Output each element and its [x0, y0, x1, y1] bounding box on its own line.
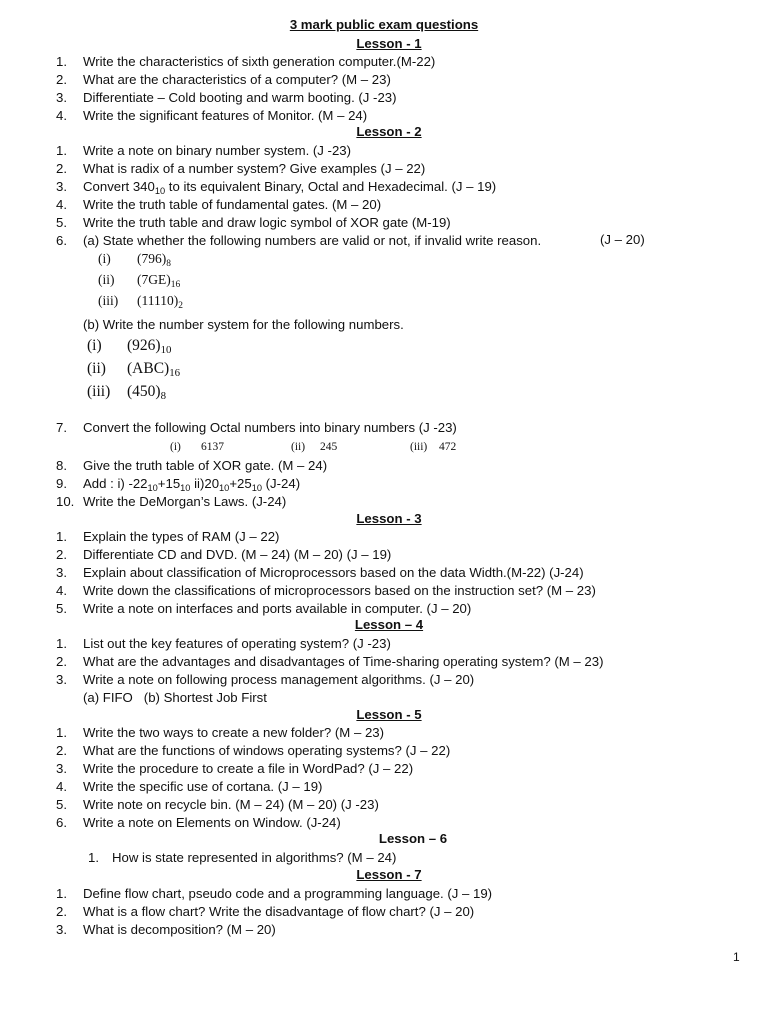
- exam-tag: (J – 20): [600, 232, 645, 247]
- lesson-7-question: 2. What is a flow chart? Write the disadvantage of flow chart? (J – 20): [56, 904, 475, 919]
- octal-value: 472: [439, 441, 457, 453]
- lesson-7-heading: Lesson - 7: [356, 867, 422, 882]
- lesson-7-question: 3. What is decomposition? (M – 20): [56, 922, 276, 937]
- sub-options: (a) FIFO (b) Shortest Job First: [83, 690, 267, 705]
- lesson-4-question: 2. What are the advantages and disadvantages of Time-sharing operating system? (M – 23): [56, 654, 604, 669]
- lesson-7-question: 1. Define flow chart, pseudo code and a programming language. (J – 19): [56, 886, 493, 901]
- number-value: $(11110)_2$: [137, 293, 183, 311]
- lesson-2-question: 3. Convert $340_{10}$ to its equivalent Binary, Octal and Hexadecimal. (J – 19): [56, 179, 497, 196]
- lesson-1-question: 3. Differentiate – Cold booting and warm booting. (J -23): [56, 90, 397, 105]
- lesson-1-heading: Lesson - 1: [356, 36, 422, 51]
- lesson-5-question: 6. Write a note on Elements on Window. (J-24): [56, 815, 341, 830]
- number-item: (ii): [87, 360, 106, 377]
- lesson-4-heading: Lesson – 4: [354, 617, 424, 632]
- number-item: (ii): [98, 272, 115, 287]
- lesson-2-heading: Lesson - 2: [356, 124, 422, 139]
- lesson-6-question: 1. How is state represented in algorithms? (M – 24): [88, 850, 397, 865]
- lesson-4-question: 3. Write a note on following process management algorithms. (J – 20): [56, 672, 475, 687]
- page-title: 3 mark public exam questions: [289, 17, 479, 32]
- lesson-5-question: 3. Write the procedure to create a file in WordPad? (J – 22): [56, 761, 414, 776]
- lesson-2-question: 2. What is radix of a number system? Give examples (J – 22): [56, 161, 426, 176]
- lesson-5-heading: Lesson - 5: [356, 707, 422, 722]
- octal-item: (iii): [410, 441, 428, 453]
- number-value: $(926)_{10}$: [127, 337, 172, 356]
- number-item: (iii): [98, 293, 119, 308]
- lesson-2-question: 4. Write the truth table of fundamental gates. (M – 20): [56, 197, 382, 212]
- number-item: (i): [87, 337, 102, 354]
- lesson-3-question: 3. Explain about classification of Microprocessors based on the data Width.(M-22) (J-24): [56, 565, 584, 580]
- lesson-2-question: 9. Add : i) $-22_{10}+15_{10}$ $ii)20_{10}+25_{10}$ (J-24): [56, 476, 301, 493]
- octal-value: 6137: [201, 441, 224, 453]
- sub-question-b: (b) Write the number system for the following numbers.: [83, 317, 404, 332]
- page-number: 1: [733, 950, 740, 964]
- lesson-3-question: 4. Write down the classifications of microprocessors based on the instruction set? (M – 23): [56, 583, 596, 598]
- lesson-5-question: 5. Write note on recycle bin. (M – 24) (M – 20) (J -23): [56, 797, 379, 812]
- lesson-1-question: 2. What are the characteristics of a computer? (M – 23): [56, 72, 391, 87]
- number-value: $(796)_8$: [137, 251, 171, 269]
- lesson-2-question: 8. Give the truth table of XOR gate. (M – 24): [56, 458, 328, 473]
- lesson-2-question: 1. Write a note on binary number system. (J -23): [56, 143, 352, 158]
- octal-value: 245: [320, 441, 338, 453]
- lesson-3-question: 2. Differentiate CD and DVD. (M – 24) (M – 20) (J – 19): [56, 547, 392, 562]
- lesson-2-question: 5. Write the truth table and draw logic symbol of XOR gate (M-19): [56, 215, 451, 230]
- number-value: $(7GE)_{16}$: [137, 272, 181, 290]
- lesson-5-question: 4. Write the specific use of cortana. (J – 19): [56, 779, 323, 794]
- number-item: (iii): [87, 383, 111, 400]
- octal-item: (i): [170, 441, 181, 453]
- lesson-3-question: 1. Explain the types of RAM (J – 22): [56, 529, 280, 544]
- lesson-3-heading: Lesson - 3: [356, 511, 422, 526]
- number-item: (i): [98, 251, 111, 266]
- octal-item: (ii): [291, 441, 306, 453]
- lesson-6-heading: Lesson – 6: [378, 831, 448, 846]
- lesson-5-question: 1. Write the two ways to create a new folder? (M – 23): [56, 725, 385, 740]
- lesson-1-question: 1. Write the characteristics of sixth generation computer.(M-22): [56, 54, 436, 69]
- lesson-2-question: 10. Write the DeMorgan’s Laws. (J-24): [56, 494, 287, 509]
- lesson-2-question: 7. Convert the following Octal numbers into binary numbers (J -23): [56, 420, 457, 435]
- lesson-3-question: 5. Write a note on interfaces and ports available in computer. (J – 20): [56, 601, 472, 616]
- lesson-5-question: 2. What are the functions of windows operating systems? (J – 22): [56, 743, 451, 758]
- number-value: $(ABC)_{16}$: [127, 360, 181, 379]
- lesson-1-question: 4. Write the significant features of Monitor. (M – 24): [56, 108, 368, 123]
- lesson-4-question: 1. List out the key features of operating system? (J -23): [56, 636, 391, 651]
- lesson-2-question: 6. (a) State whether the following numbers are valid or not, if invalid write reason.: [56, 233, 542, 248]
- number-value: $(450)_8$: [127, 383, 166, 402]
